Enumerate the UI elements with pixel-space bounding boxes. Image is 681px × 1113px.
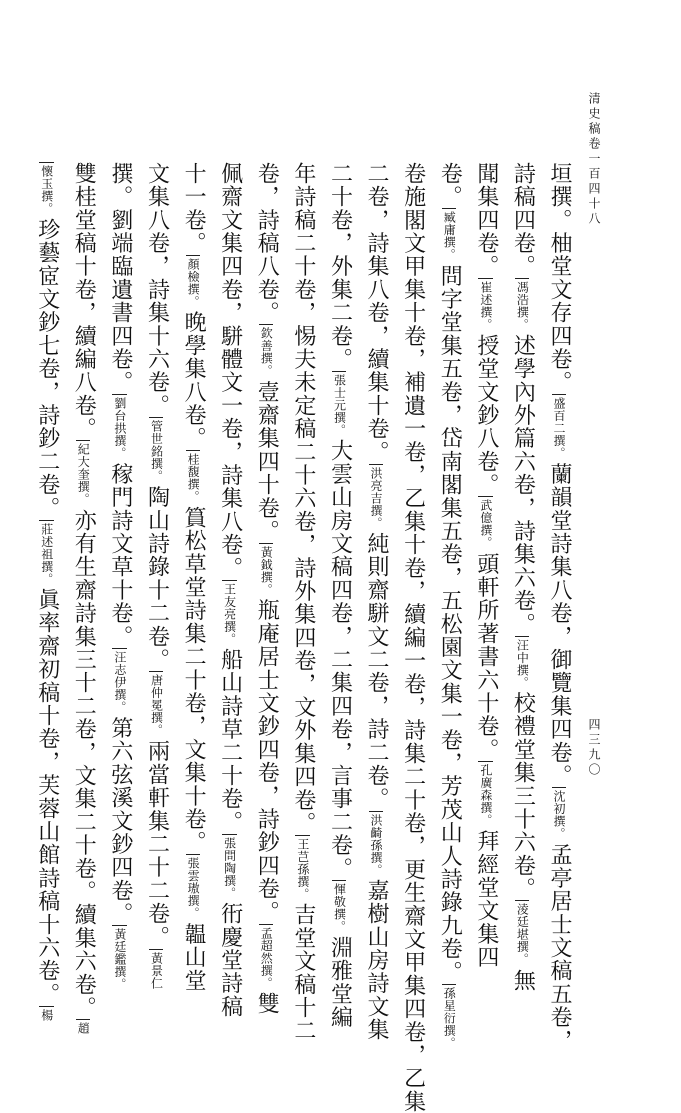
text-column (101, 162, 138, 991)
text-column (248, 162, 285, 1016)
text-column (211, 162, 248, 1019)
text-segment: 校禮堂集三十六卷。 (510, 691, 536, 901)
text-segment: 陶山詩錄十二卷。 (144, 485, 170, 672)
text-column (28, 162, 65, 1022)
text-column (174, 162, 211, 993)
text-column (65, 162, 102, 1035)
author-note: 唐仲冕撰。 (149, 671, 163, 740)
text-segment: 珍藝宧文鈔七卷，詩鈔二卷。 (34, 218, 60, 520)
text-segment: 嘉樹山房詩文集 (364, 879, 390, 1042)
text-segment: 亦有生齋詩集三十二卷，文集二十卷。 (71, 508, 97, 904)
text-segment: 淵雅堂編 (327, 936, 353, 1029)
text-segment: 文集八卷，詩集十六卷。 (144, 162, 170, 418)
text-segment: 衎慶堂詩稿 (217, 902, 243, 1019)
author-note: 桂馥撰。 (186, 450, 200, 506)
text-segment: 問字堂集五卷，岱南閣集五卷，五松園文集一卷，芳茂山人詩錄九卷。 (437, 264, 463, 984)
text-segment: 瓶庵居士文鈔四卷，詩鈔四卷。 (254, 598, 280, 924)
text-column (284, 162, 321, 1043)
author-note: 黃景仁 (149, 949, 163, 993)
text-column (431, 162, 468, 1050)
text-segment: 孟亭居士文稿五卷， (547, 843, 572, 1053)
text-segment: 二十卷，外集二卷。 (327, 162, 353, 371)
author-note: 黃鉞撰。 (259, 543, 273, 599)
author-note: 張士元撰。 (332, 371, 346, 440)
author-note: 管世銘撰。 (149, 417, 163, 486)
text-segment: 頭軒所著書六十卷。 (473, 552, 499, 762)
text-column (394, 162, 431, 1113)
text-segment: 眞率齋初稿十卷， (34, 588, 60, 774)
author-note: 劉台拱撰。 (112, 394, 126, 463)
author-note: 孔廣森撰。 (478, 761, 492, 830)
text-segment: 十一卷。 (181, 162, 207, 255)
author-note: 孟超然撰。 (259, 924, 273, 993)
text-segment: 詩稿四卷。 (510, 162, 536, 278)
page-number: 四三九〇 (587, 718, 601, 778)
text-segment: 續集六卷。 (71, 903, 97, 1020)
author-note: 莊述祖撰。 (39, 520, 53, 589)
text-segment: 船山詩草二十卷。 (217, 648, 243, 834)
text-segment: 卷，詩稿八卷。 (254, 162, 280, 325)
text-segment: 拜經堂文集四 (473, 829, 499, 969)
author-note: 汪中撰。 (515, 636, 529, 692)
text-segment: 雙桂堂稿十卷，續編八卷。 (71, 162, 97, 441)
author-note: 武億撰。 (478, 496, 492, 552)
text-segment: 二卷，詩集八卷，續集十卷。 (364, 162, 390, 464)
text-segment: 卷施閣文甲集十卷，補遺一卷，乙集十卷，續編一卷，詩集二十卷，更生齋文甲集四卷，乙集 (400, 162, 426, 1113)
author-note: 顏檢撰。 (186, 255, 200, 311)
text-segment: 垣撰。 (547, 162, 572, 232)
author-note: 黃廷鑑撰。 (112, 925, 126, 994)
author-note: 孫星衍撰。 (442, 984, 456, 1053)
text-segment: 芙蓉山館詩稿十六卷。 (34, 773, 60, 1006)
author-note: 王友亮撰。 (222, 580, 236, 649)
text-column (321, 162, 358, 1029)
text-segment: 蘭韻堂詩集八卷，御覽集四卷。 (547, 462, 572, 788)
author-note: 沈初撰。 (552, 787, 566, 843)
author-note: 臧庸撰。 (442, 208, 456, 264)
author-note: 馮浩撰。 (515, 278, 529, 334)
text-column (357, 162, 394, 1042)
text-segment: 無 (510, 968, 536, 993)
text-column (467, 162, 504, 969)
author-note: 欽善撰。 (259, 324, 273, 380)
text-segment: 篔松草堂詩集二十卷，文集十卷。 (181, 506, 207, 855)
author-note: 汪志伊撰。 (112, 648, 126, 717)
text-body (34, 162, 577, 1113)
text-segment: 劉端臨遺書四卷。 (107, 208, 133, 395)
text-column (504, 162, 541, 993)
running-head: 清史稿卷一百四十八 (587, 92, 601, 227)
author-note: 楊 (39, 1006, 53, 1025)
text-segment: 大雲山房文稿四卷，二集四卷，言事二卷。 (327, 439, 353, 881)
text-segment: 韞山堂 (181, 922, 207, 993)
author-note: 淩廷堪撰。 (515, 900, 529, 969)
text-segment: 壹齋集四十卷。 (254, 380, 280, 543)
text-column (138, 162, 175, 990)
author-note: 崔述撰。 (478, 278, 492, 334)
author-note: 王芑孫撰。 (295, 835, 309, 904)
author-note: 趙 (76, 1019, 90, 1038)
text-segment: 雙 (254, 992, 280, 1016)
text-segment: 述學內外篇六卷，詩集六卷。 (510, 334, 536, 636)
text-segment: 稼門詩文草十卷。 (107, 462, 133, 649)
text-segment: 聞集四卷。 (473, 162, 499, 278)
text-segment: 兩當軒集二十二卷。 (144, 739, 170, 949)
text-column (540, 162, 577, 1053)
author-note: 盛百二撰。 (552, 394, 566, 463)
text-segment: 佩齋文集四卷，駢體文一卷，詩集八卷。 (217, 162, 243, 580)
text-segment: 柚堂文存四卷。 (547, 231, 572, 395)
author-note: 張問陶撰。 (222, 834, 236, 903)
text-segment: 第六弦溪文鈔四卷。 (107, 716, 133, 926)
text-segment: 純則齋駢文二卷，詩二卷。 (364, 532, 390, 811)
author-note: 洪亮吉撰。 (369, 464, 383, 533)
author-note: 張雲璈撰。 (186, 854, 200, 923)
text-segment: 年詩稿二十卷，惕夫未定稿二十六卷，詩外集四卷，文外集四卷。 (290, 162, 316, 835)
text-segment: 撰。 (107, 162, 133, 209)
text-segment: 晚學集八卷。 (181, 310, 207, 451)
text-segment: 吉堂文稿十二 (290, 903, 316, 1043)
author-note: 懷玉撰。 (39, 162, 53, 218)
text-segment: 授堂文鈔八卷。 (473, 334, 499, 497)
author-note: 紀大奎撰。 (76, 440, 90, 509)
author-note: 洪齮孫撰。 (369, 811, 383, 880)
text-segment: 卷。 (437, 162, 463, 209)
author-note: 惲敬撰。 (332, 880, 346, 936)
